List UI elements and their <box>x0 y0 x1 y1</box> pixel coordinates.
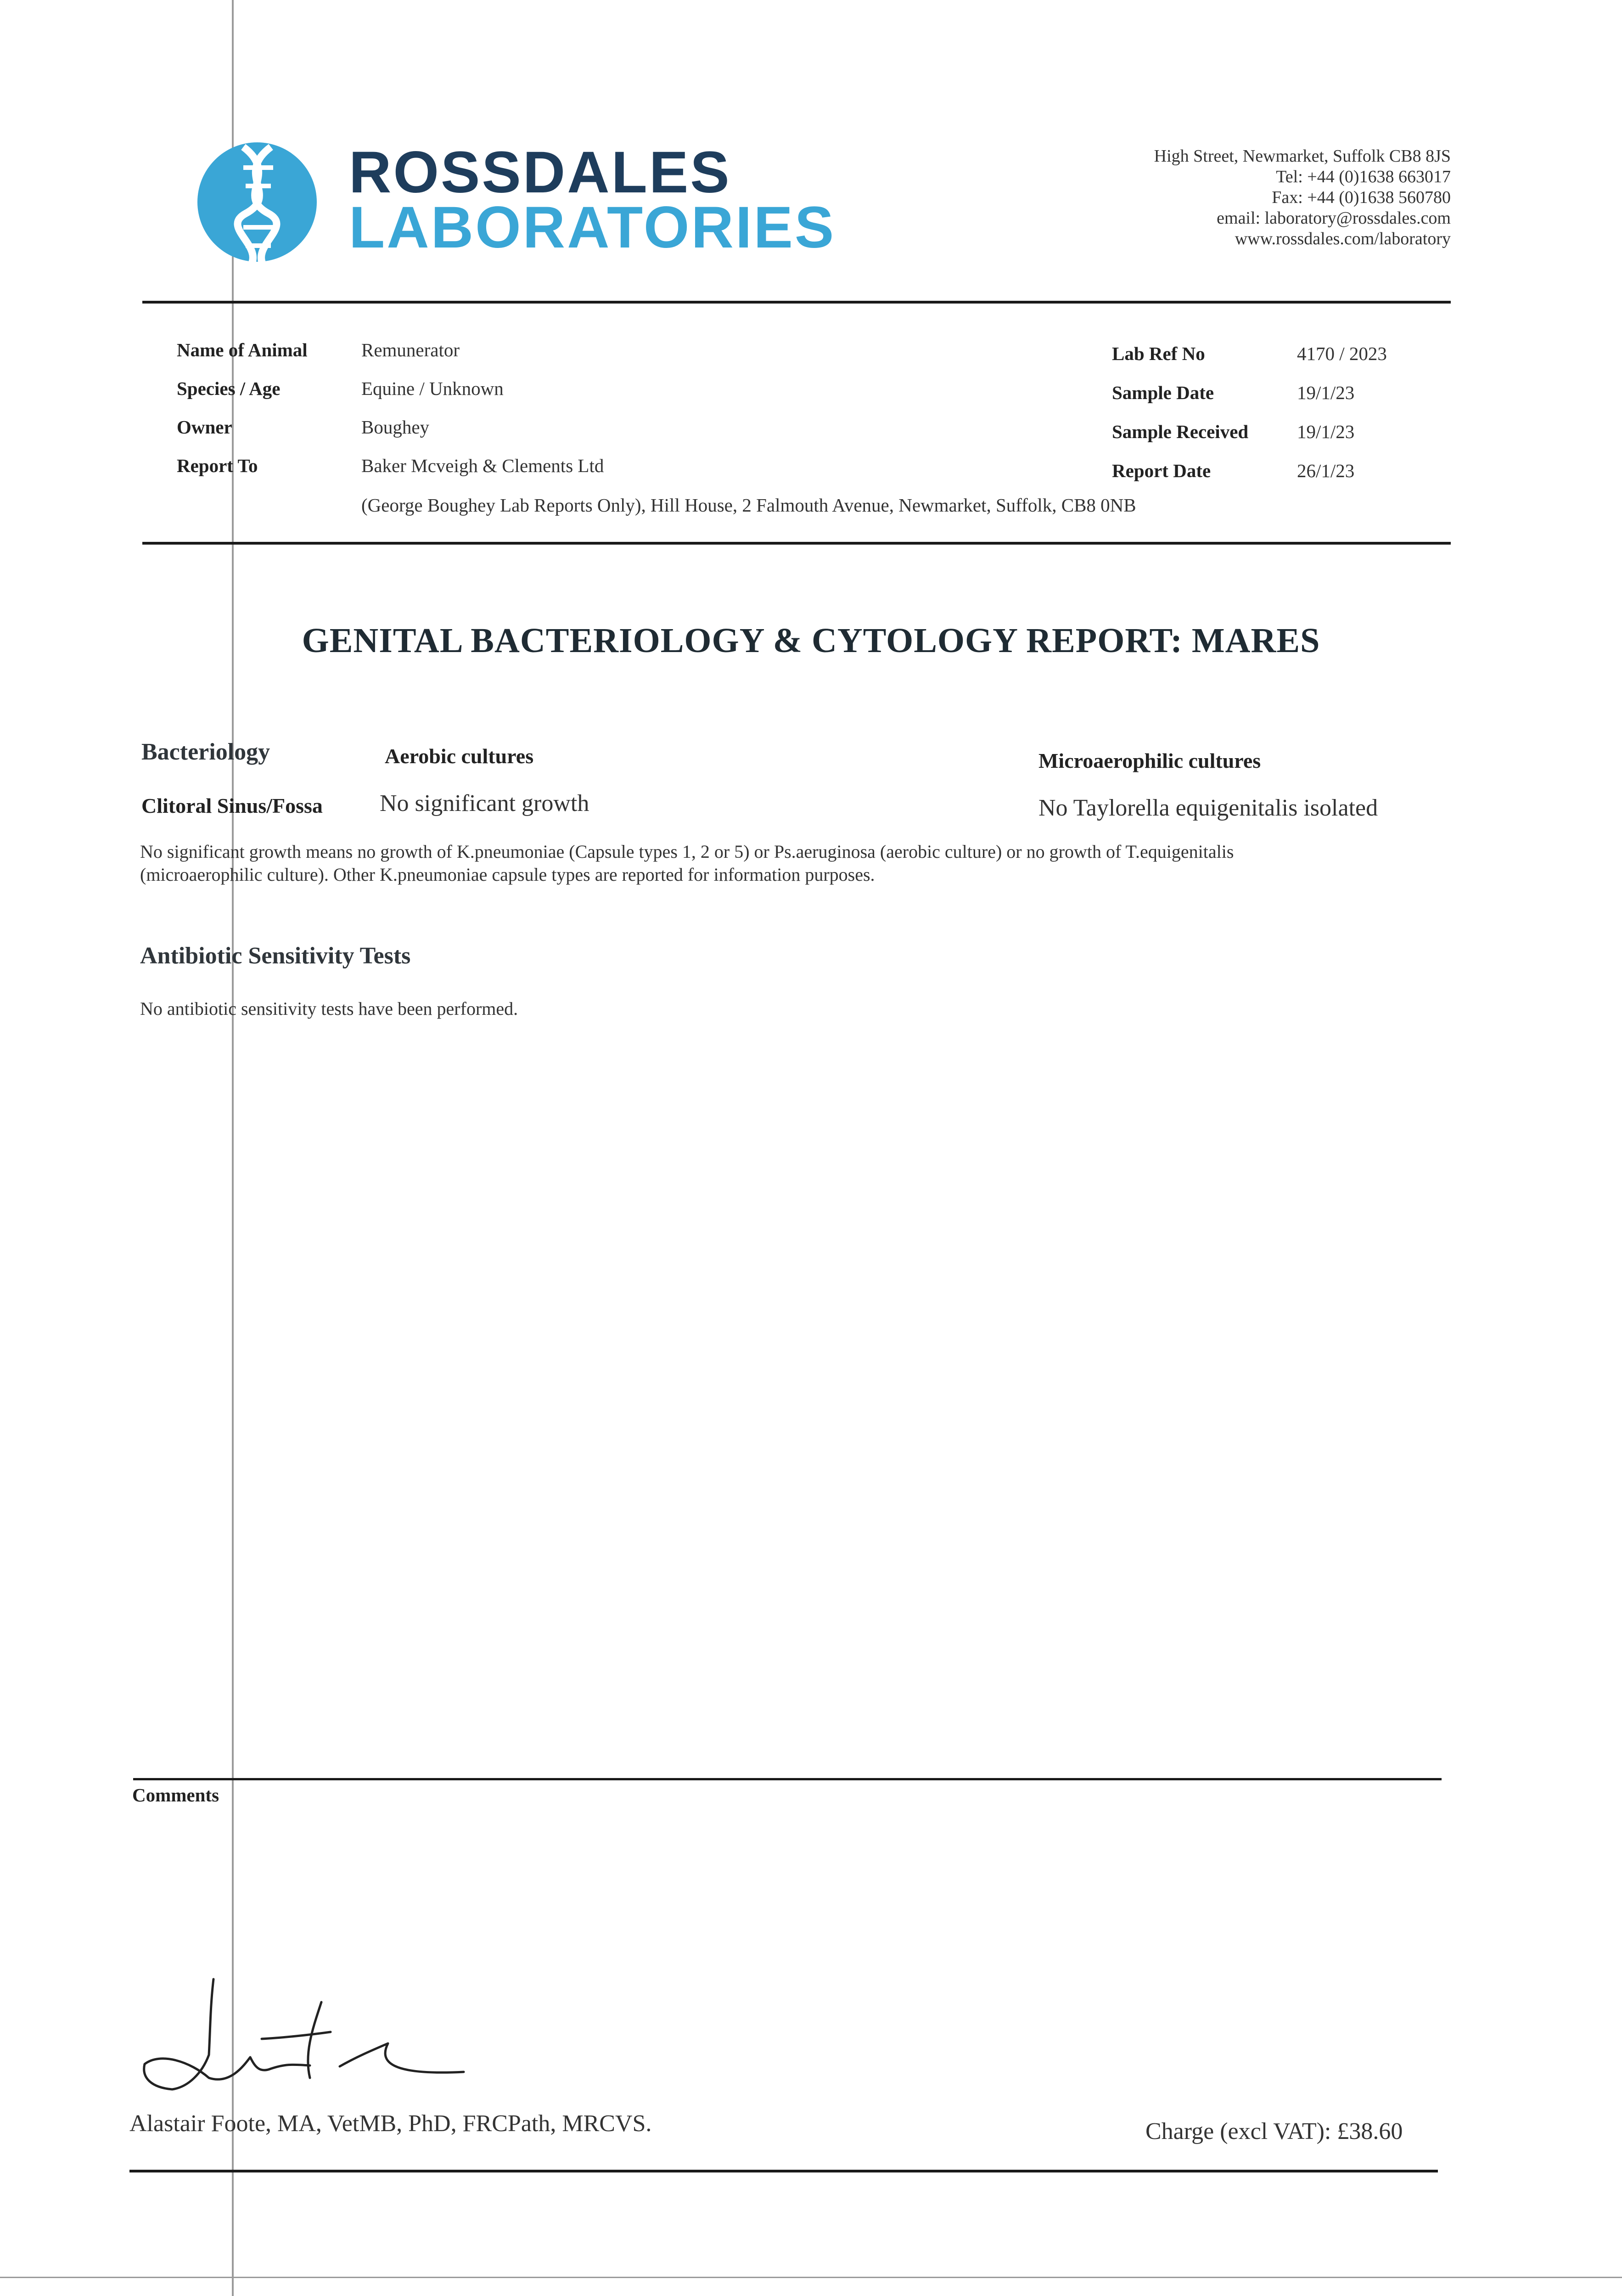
lab-address-block <box>1154 146 1451 249</box>
label-species-age: Species / Age <box>177 378 281 399</box>
value-report-to-address: (George Boughey Lab Reports Only), Hill House, 2 Falmouth Avenue, Newmarket, Suffolk, CB8 0NB <box>361 495 1136 516</box>
address-fax: Fax: +44 (0)1638 560780 <box>1272 188 1451 207</box>
comments-divider <box>133 1778 1442 1780</box>
label-report-to: Report To <box>177 455 258 476</box>
microaerophilic-result: No Taylorella equigenitalis isolated <box>1038 795 1378 821</box>
bacteriology-note-line1: No significant growth means no growth of K.pneumoniae (Capsule types 1, 2 or 5) or Ps.aeruginosa (aerobic culture) or no growth of T.equigenitalis <box>140 841 1234 862</box>
value-sample-received: 19/1/23 <box>1297 421 1355 442</box>
label-report-date: Report Date <box>1112 460 1211 481</box>
lab-name-line2: LABORATORIES <box>349 195 836 260</box>
label-name-of-animal: Name of Animal <box>177 339 308 360</box>
aerobic-result: No significant growth <box>380 790 589 816</box>
label-owner: Owner <box>177 416 232 438</box>
value-lab-ref-no: 4170 / 2023 <box>1297 343 1387 364</box>
details-divider <box>142 542 1451 545</box>
antibiotic-text: No antibiotic sensitivity tests have been performed. <box>140 998 518 1019</box>
aerobic-cultures-header: Aerobic cultures <box>385 744 534 768</box>
value-species-age: Equine / Unknown <box>361 378 504 399</box>
signatory-name: Alastair Foote, MA, VetMB, PhD, FRCPath, MRCVS. <box>129 2110 652 2137</box>
lab-name-line1: ROSSDALES <box>349 140 731 205</box>
scan-artifact-bottom <box>0 2277 1622 2278</box>
footer-divider <box>129 2170 1438 2172</box>
address-email: email: laboratory@rossdales.com <box>1217 208 1451 228</box>
address-street: High Street, Newmarket, Suffolk CB8 8JS <box>1154 146 1451 166</box>
label-sample-received: Sample Received <box>1112 421 1249 442</box>
value-owner: Boughey <box>361 416 430 438</box>
value-sample-date: 19/1/23 <box>1297 382 1355 403</box>
sample-site: Clitoral Sinus/Fossa <box>141 794 323 817</box>
value-report-date: 26/1/23 <box>1297 460 1355 481</box>
value-report-to: Baker Mcveigh & Clements Ltd <box>361 455 604 476</box>
value-name-of-animal: Remunerator <box>361 339 460 360</box>
label-lab-ref-no: Lab Ref No <box>1112 343 1205 364</box>
comments-heading: Comments <box>132 1784 219 1806</box>
report-title: GENITAL BACTERIOLOGY & CYTOLOGY REPORT: MARES <box>302 621 1320 660</box>
bacteriology-heading: Bacteriology <box>141 739 270 765</box>
microaerophilic-cultures-header: Microaerophilic cultures <box>1038 749 1261 772</box>
dna-logo-icon <box>195 135 319 269</box>
header-divider <box>142 301 1451 304</box>
charge-amount: Charge (excl VAT): £38.60 <box>1145 2118 1403 2144</box>
address-website: www.rossdales.com/laboratory <box>1235 229 1451 248</box>
signature-drawing <box>133 1975 482 2103</box>
label-sample-date: Sample Date <box>1112 382 1214 403</box>
antibiotic-heading: Antibiotic Sensitivity Tests <box>140 943 411 969</box>
address-tel: Tel: +44 (0)1638 663017 <box>1276 167 1451 186</box>
bacteriology-note-line2: (microaerophilic culture). Other K.pneumoniae capsule types are reported for information purposes. <box>140 864 875 885</box>
bacteriology-note <box>140 840 1554 886</box>
